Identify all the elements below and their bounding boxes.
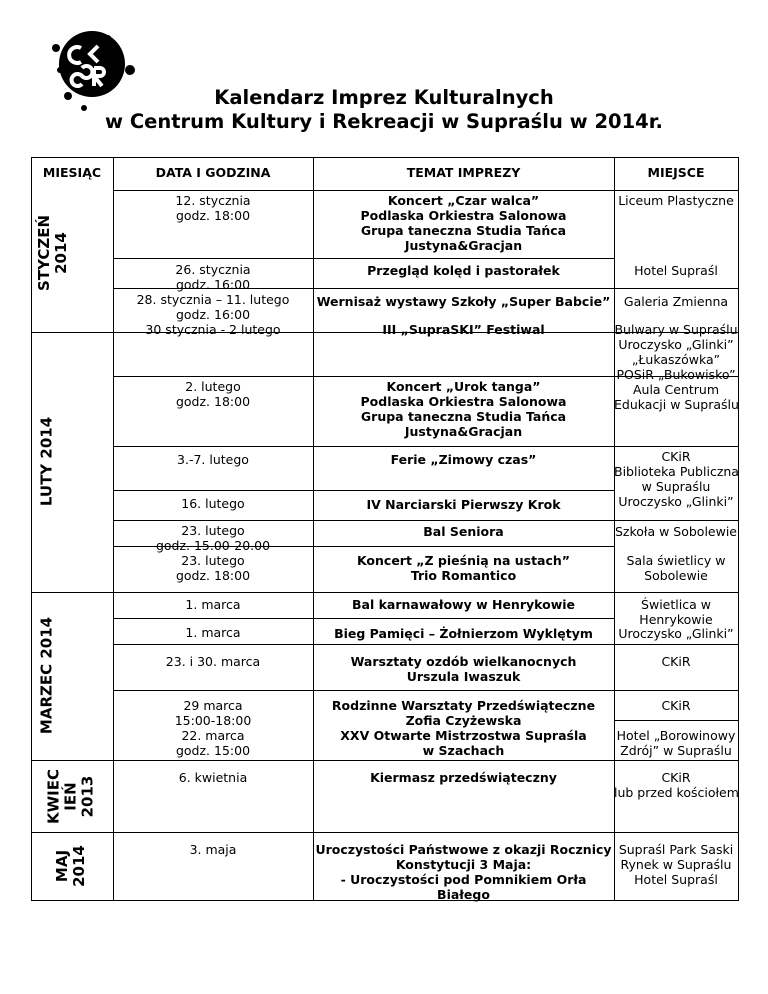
event-place: Supraśl Park Saski Rynek w Supraślu Hotel Supraśl — [618, 842, 734, 887]
event-topic: Uroczystości Państwowe z okazji Rocznicy Konstytucji 3 Maja: - Uroczystości pod Pomnikiem Orła Białego — [315, 842, 612, 902]
month-february: LUTY 2014 — [37, 416, 56, 507]
event-topic: Rodzinne Warsztaty Przedświąteczne Zofia Czyżewska — [331, 698, 596, 728]
event-topic: Przegląd kolęd i pastorałek — [367, 263, 560, 278]
event-date: 1. marca — [185, 597, 241, 612]
event-date: 23. lutego godz. 15.00-20.00 — [155, 523, 271, 553]
event-place: Galeria Zmienna — [623, 294, 729, 309]
event-date: 29 marca 15:00-18:00 — [174, 698, 252, 728]
event-place: Hotel Supraśl — [634, 263, 718, 278]
event-place: CKiR — [661, 654, 691, 669]
month-april: KWIEC IEŃ 2013 — [44, 769, 97, 825]
event-topic: Warsztaty ozdób wielkanocnych Urszula Iwaszuk — [350, 654, 577, 684]
header-topic: TEMAT IMPREZY — [406, 165, 521, 180]
event-place: CKiR lub przed kościołem — [614, 770, 739, 800]
event-topic: Bal Seniora — [423, 524, 504, 539]
event-topic: Bal karnawałowy w Henrykowie — [351, 597, 576, 612]
event-date: 3.-7. lutego — [177, 452, 249, 467]
event-place: Szkoła w Sobolewie — [614, 524, 738, 539]
event-topic: Koncert „Czar walca” Podlaska Orkiestra Salonowa Grupa taneczna Studia Tańca Justyna&Gracjan — [360, 193, 567, 253]
event-place: Świetlica w Henrykowie — [639, 597, 713, 627]
event-topic: Ferie „Zimowy czas” — [390, 452, 537, 467]
month-january: STYCZEŃ 2014 — [35, 214, 70, 292]
event-date: 1. marca — [185, 625, 241, 640]
title-line-2: w Centrum Kultury i Rekreacji w Supraślu w 2014r. — [105, 110, 663, 133]
event-date: 2. lutego godz. 18:00 — [175, 379, 251, 409]
event-topic: Koncert „Urok tanga” Podlaska Orkiestra Salonowa Grupa taneczna Studia Tańca Justyna&Gracjan — [360, 379, 567, 439]
event-date: 23. lutego godz. 18:00 — [175, 553, 251, 583]
event-place: Sala świetlicy w Sobolewie — [626, 553, 726, 583]
event-topic: XXV Otwarte Mistrzostwa Supraśla w Szachach — [340, 728, 587, 758]
event-date: 16. lutego — [181, 496, 245, 511]
events-table — [31, 157, 739, 901]
month-may: MAJ 2014 — [53, 845, 88, 887]
event-date: 30 stycznia - 2 lutego — [145, 322, 281, 337]
event-topic: Kiermasz przedświąteczny — [370, 770, 557, 785]
event-date: 12. stycznia godz. 18:00 — [175, 193, 251, 223]
header-month: MIESIĄC — [42, 165, 102, 180]
event-place: Uroczysko „Glinki” — [618, 626, 734, 641]
event-place: Liceum Plastyczne — [618, 193, 734, 208]
event-place: CKiR Biblioteka Publiczna w Supraślu Uroczysko „Glinki” — [614, 449, 739, 509]
event-topic: IV Narciarski Pierwszy Krok — [366, 497, 561, 512]
event-date: 6. kwietnia — [178, 770, 248, 785]
event-date: 28. stycznia – 11. lutego godz. 16:00 — [136, 292, 290, 322]
event-place: Hotel „Borowinowy Zdrój” w Supraślu — [616, 728, 736, 758]
event-topic: III „SupraSKI” Festiwal — [382, 322, 545, 337]
event-date: 23. i 30. marca — [165, 654, 261, 669]
title-line-1: Kalendarz Imprez Kulturalnych — [214, 86, 554, 109]
event-date: 22. marca godz. 15:00 — [175, 728, 251, 758]
event-topic: Koncert „Z pieśnią na ustach” Trio Romantico — [356, 553, 571, 583]
event-place: Bulwary w Supraślu Uroczysko „Glinki” „Łukaszówka” POSiR „Bukowisko” Aula Centrum Edukacji w Supraślu — [614, 322, 739, 412]
event-topic: Bieg Pamięci – Żołnierzom Wyklętym — [334, 626, 593, 641]
header-date: DATA I GODZINA — [155, 165, 271, 180]
event-date: 3. maja — [189, 842, 237, 857]
event-topic: Wernisaż wystawy Szkoły „Super Babcie” — [316, 294, 611, 309]
event-place: CKiR — [661, 698, 691, 713]
month-march: MARZEC 2014 — [37, 616, 56, 735]
event-date: 26. stycznia godz. 16:00 — [175, 262, 251, 292]
header-place: MIEJSCE — [647, 165, 705, 180]
